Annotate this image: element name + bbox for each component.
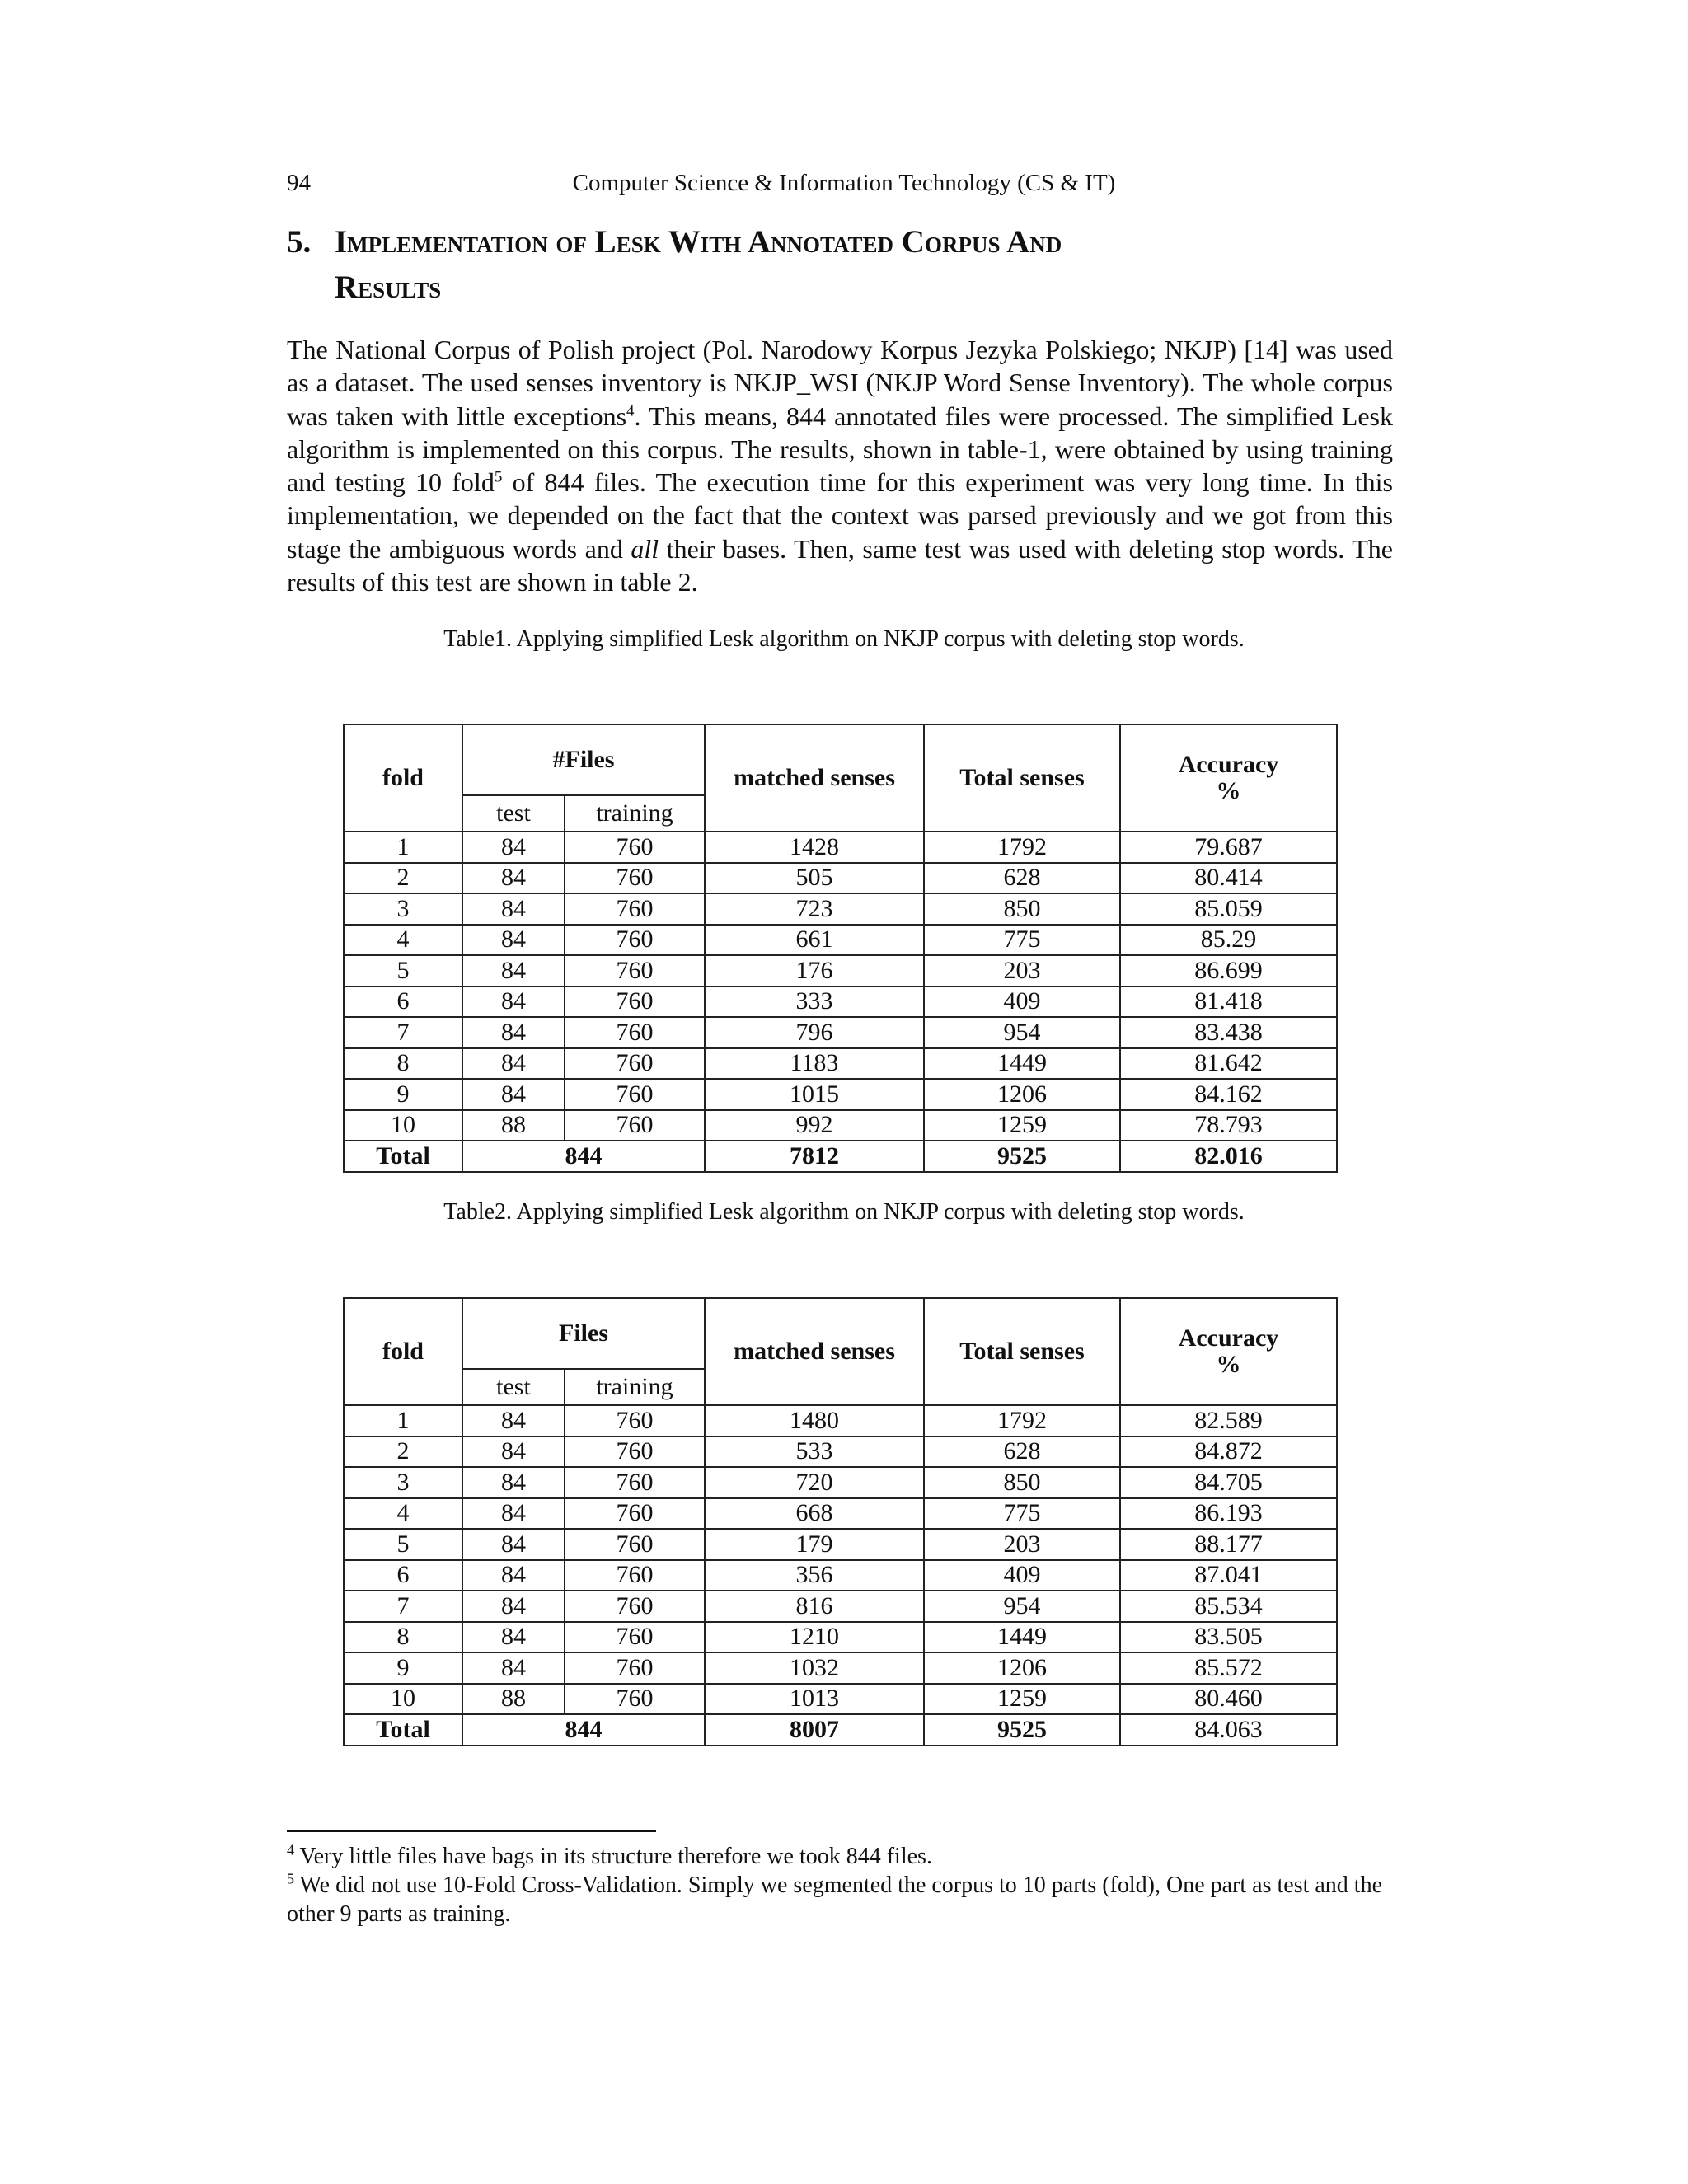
table1-cell-accuracy: 85.059 (1120, 893, 1337, 925)
footnotes (287, 1842, 1393, 1929)
table2-cell-training: 760 (565, 1684, 705, 1715)
table2-header-total: Total senses (924, 1298, 1120, 1405)
table1-header-accuracy (1120, 724, 1337, 832)
table-row (344, 1622, 1337, 1653)
table2-cell-total: 1449 (924, 1622, 1120, 1653)
table-row (344, 1529, 1337, 1560)
table2-cell-training: 760 (565, 1405, 705, 1436)
table2-cell-fold: 8 (344, 1622, 462, 1653)
table1-cell-matched: 1428 (705, 832, 924, 863)
table2-cell-total: 850 (924, 1467, 1120, 1498)
table2-cell-accuracy: 85.572 (1120, 1652, 1337, 1684)
table1-cell-training: 760 (565, 893, 705, 925)
footnote-4-mark: 4 (287, 1841, 294, 1858)
table1-cell-accuracy: 78.793 (1120, 1110, 1337, 1141)
table1-cell-test: 84 (462, 955, 565, 987)
table1-cell-accuracy: 79.687 (1120, 832, 1337, 863)
table2-cell-total: 628 (924, 1436, 1120, 1468)
table-row (344, 1017, 1337, 1048)
table2-cell-test: 84 (462, 1467, 565, 1498)
table2-header-files: Files (462, 1298, 705, 1369)
table1-cell-training: 760 (565, 1079, 705, 1110)
footnote-4 (287, 1842, 1393, 1871)
table1-cell-fold: 7 (344, 1017, 462, 1048)
table2-cell-accuracy: 84.705 (1120, 1467, 1337, 1498)
section-title (287, 219, 1401, 310)
table2-cell-fold: 5 (344, 1529, 462, 1560)
table2-cell-matched: 1480 (705, 1405, 924, 1436)
table2-header-accuracy (1120, 1298, 1337, 1405)
table2-cell-training: 760 (565, 1560, 705, 1591)
table1-header-accuracy-label: Accuracy (1178, 751, 1279, 778)
table2-cell-matched: 533 (705, 1436, 924, 1468)
table1-cell-fold: 6 (344, 987, 462, 1018)
table1-cell-matched: 505 (705, 863, 924, 894)
table1-cell-total: 954 (924, 1017, 1120, 1048)
table2-header-accuracy-label: Accuracy (1178, 1324, 1279, 1352)
table1-total-senses: 9525 (924, 1141, 1120, 1172)
table1-cell-matched: 661 (705, 925, 924, 956)
table2-caption: Table2. Applying simplified Lesk algorithm on NKJP corpus with deleting stop words. (443, 1199, 1245, 1225)
table1-header-matched: matched senses (705, 724, 924, 832)
table1-cell-test: 84 (462, 893, 565, 925)
table1-total-label: Total (344, 1141, 462, 1172)
table2-cell-test: 88 (462, 1684, 565, 1715)
table1-cell-fold: 2 (344, 863, 462, 894)
page-number: 94 (287, 170, 311, 196)
table2-header-accuracy-unit: % (1216, 1351, 1241, 1378)
table2-cell-matched: 1210 (705, 1622, 924, 1653)
table1-cell-accuracy: 81.418 (1120, 987, 1337, 1018)
footnote-ref-5: 5 (494, 468, 503, 486)
table2-cell-training: 760 (565, 1498, 705, 1530)
table2-cell-test: 84 (462, 1560, 565, 1591)
table1-cell-total: 1259 (924, 1110, 1120, 1141)
table1-cell-accuracy: 80.414 (1120, 863, 1337, 894)
table2-cell-total: 1792 (924, 1405, 1120, 1436)
table-row (344, 1498, 1337, 1530)
table1-cell-training: 760 (565, 1110, 705, 1141)
table1-total-matched: 7812 (705, 1141, 924, 1172)
table1-cell-training: 760 (565, 955, 705, 987)
table-row (344, 893, 1337, 925)
table1-cell-fold: 10 (344, 1110, 462, 1141)
paragraph-text-2: . This means, 844 annotated files were processed. The simplified Lesk algorithm is implemented on this corpus. The results, shown in table-1, were obtained by using training and testing 10 fold (287, 401, 1394, 498)
table2-total-senses: 9525 (924, 1714, 1120, 1746)
table-row (344, 832, 1337, 863)
table2-cell-accuracy: 84.872 (1120, 1436, 1337, 1468)
table-row (344, 1467, 1337, 1498)
table1-cell-fold: 8 (344, 1048, 462, 1080)
table1-cell-total: 1792 (924, 832, 1120, 863)
table1-cell-accuracy: 81.642 (1120, 1048, 1337, 1080)
table1-cell-training: 760 (565, 987, 705, 1018)
table1-header-fold: fold (344, 724, 462, 832)
table1-cell-matched: 176 (705, 955, 924, 987)
table2-cell-test: 84 (462, 1622, 565, 1653)
table2-header-matched: matched senses (705, 1298, 924, 1405)
table1-cell-training: 760 (565, 1017, 705, 1048)
section-number: 5. (287, 224, 312, 260)
table1-cell-accuracy: 83.438 (1120, 1017, 1337, 1048)
table1-header-files: #Files (462, 724, 705, 795)
table1-cell-matched: 796 (705, 1017, 924, 1048)
table1-cell-matched: 1015 (705, 1079, 924, 1110)
page-header (287, 170, 1401, 206)
table1-header-training: training (565, 795, 705, 832)
table2-cell-test: 84 (462, 1591, 565, 1622)
table1-cell-fold: 1 (344, 832, 462, 863)
table1-cell-training: 760 (565, 1048, 705, 1080)
table1-cell-training: 760 (565, 863, 705, 894)
footnote-4-text: Very little files have bags in its structure therefore we took 844 files. (294, 1844, 932, 1869)
table2-cell-test: 84 (462, 1652, 565, 1684)
running-head: Computer Science & Information Technology (CS & IT) (572, 170, 1116, 196)
table1-cell-matched: 723 (705, 893, 924, 925)
footnote-5-text: We did not use 10-Fold Cross-Validation. Simply we segmented the corpus to 10 parts (fold), One part as test and the other 9 parts as training. (287, 1872, 1383, 1927)
table2-cell-training: 760 (565, 1652, 705, 1684)
table2-cell-test: 84 (462, 1498, 565, 1530)
table2-cell-accuracy: 87.041 (1120, 1560, 1337, 1591)
table1-cell-accuracy: 84.162 (1120, 1079, 1337, 1110)
table-row (344, 1560, 1337, 1591)
table2-cell-total: 1206 (924, 1652, 1120, 1684)
paragraph-text-1: The National Corpus of Polish project (Pol. Narodowy Korpus Jezyka Polskiego; NKJP) [14] was used as a dataset. The used senses inventory is NKJP_WSI (NKJP Word Sense Inventory). The whole corpus was taken with little exceptions (287, 335, 1393, 431)
table2-cell-accuracy: 85.534 (1120, 1591, 1337, 1622)
table2-cell-training: 760 (565, 1467, 705, 1498)
table2-cell-training: 760 (565, 1622, 705, 1653)
footnote-rule (287, 1830, 656, 1832)
paragraph-emphasis: all (631, 533, 659, 564)
table1-cell-total: 203 (924, 955, 1120, 987)
table2-header-training: training (565, 1369, 705, 1405)
table1-cell-fold: 9 (344, 1079, 462, 1110)
table2-cell-accuracy: 86.193 (1120, 1498, 1337, 1530)
footnote-5 (287, 1871, 1393, 1929)
table1-cell-accuracy: 85.29 (1120, 925, 1337, 956)
table1-cell-matched: 1183 (705, 1048, 924, 1080)
table2-cell-total: 409 (924, 1560, 1120, 1591)
table2-header-test: test (462, 1369, 565, 1405)
table2-cell-fold: 9 (344, 1652, 462, 1684)
table2-cell-test: 84 (462, 1436, 565, 1468)
table2 (343, 1297, 1338, 1746)
table2-cell-fold: 4 (344, 1498, 462, 1530)
table-row (344, 987, 1337, 1018)
table-row (344, 1652, 1337, 1684)
table1-cell-training: 760 (565, 832, 705, 863)
table2-total-label: Total (344, 1714, 462, 1746)
paragraph-text-4: their bases. Then, same test was used with deleting stop words. The results of this test are shown in table 2. (287, 533, 1394, 598)
table1-cell-total: 775 (924, 925, 1120, 956)
table1-cell-test: 84 (462, 1017, 565, 1048)
table-row (344, 1405, 1337, 1436)
table-row (344, 925, 1337, 956)
table2-cell-total: 775 (924, 1498, 1120, 1530)
table2-total-files: 844 (462, 1714, 705, 1746)
section-title-line1: Implementation of Lesk With Annotated Corpus And (335, 224, 1062, 260)
table-row (344, 955, 1337, 987)
table2-cell-total: 954 (924, 1591, 1120, 1622)
table1-cell-training: 760 (565, 925, 705, 956)
table1-cell-matched: 333 (705, 987, 924, 1018)
table2-cell-fold: 2 (344, 1436, 462, 1468)
table1-header-test: test (462, 795, 565, 832)
footnote-5-mark: 5 (287, 1870, 294, 1887)
table2-cell-fold: 3 (344, 1467, 462, 1498)
section-title-line2: Results (335, 269, 442, 305)
table1-cell-accuracy: 86.699 (1120, 955, 1337, 987)
table2-cell-training: 760 (565, 1436, 705, 1468)
table2-cell-training: 760 (565, 1591, 705, 1622)
table1-cell-test: 84 (462, 1048, 565, 1080)
table-row (344, 1436, 1337, 1468)
table2-cell-test: 84 (462, 1529, 565, 1560)
table2-cell-accuracy: 83.505 (1120, 1622, 1337, 1653)
table-row (344, 1048, 1337, 1080)
table2-total-accuracy: 84.063 (1120, 1714, 1337, 1746)
table1-total-files: 844 (462, 1141, 705, 1172)
table2-total-row (344, 1714, 1337, 1746)
table1-cell-total: 1206 (924, 1079, 1120, 1110)
table1-total-row (344, 1141, 1337, 1172)
table2-cell-matched: 720 (705, 1467, 924, 1498)
table2-cell-fold: 1 (344, 1405, 462, 1436)
paragraph-text-3: of 844 files. The execution time for this experiment was very long time. In this implementation, we depended on the fact that the context was parsed previously and we got from this stage the ambiguous words and (287, 467, 1394, 564)
table1-header-total: Total senses (924, 724, 1120, 832)
table1-cell-total: 1449 (924, 1048, 1120, 1080)
table2-cell-matched: 356 (705, 1560, 924, 1591)
table1-cell-matched: 992 (705, 1110, 924, 1141)
table2-cell-accuracy: 88.177 (1120, 1529, 1337, 1560)
table1-cell-fold: 4 (344, 925, 462, 956)
table2-cell-accuracy: 80.460 (1120, 1684, 1337, 1715)
table2-cell-training: 760 (565, 1529, 705, 1560)
table2-cell-matched: 1032 (705, 1652, 924, 1684)
table2-total-matched: 8007 (705, 1714, 924, 1746)
table1-cell-test: 84 (462, 1079, 565, 1110)
table2-cell-fold: 6 (344, 1560, 462, 1591)
table-row (344, 1079, 1337, 1110)
table1-cell-total: 628 (924, 863, 1120, 894)
table2-cell-fold: 7 (344, 1591, 462, 1622)
table2-cell-matched: 816 (705, 1591, 924, 1622)
table2-cell-matched: 179 (705, 1529, 924, 1560)
table1-cell-total: 409 (924, 987, 1120, 1018)
table1-cell-test: 84 (462, 832, 565, 863)
table2-cell-accuracy: 82.589 (1120, 1405, 1337, 1436)
table1-cell-test: 84 (462, 987, 565, 1018)
table-row (344, 1591, 1337, 1622)
body-paragraph (287, 333, 1393, 598)
table2-cell-matched: 668 (705, 1498, 924, 1530)
table1-header-accuracy-unit: % (1216, 777, 1241, 804)
table2-cell-total: 1259 (924, 1684, 1120, 1715)
table1-cell-fold: 5 (344, 955, 462, 987)
table1-cell-test: 84 (462, 863, 565, 894)
table1-cell-fold: 3 (344, 893, 462, 925)
table1-total-accuracy: 82.016 (1120, 1141, 1337, 1172)
table-row (344, 863, 1337, 894)
table1-body (344, 832, 1337, 1141)
table2-cell-test: 84 (462, 1405, 565, 1436)
table2-cell-total: 203 (924, 1529, 1120, 1560)
table1 (343, 724, 1338, 1173)
table1-cell-total: 850 (924, 893, 1120, 925)
table2-header-fold: fold (344, 1298, 462, 1405)
table1-caption: Table1. Applying simplified Lesk algorithm on NKJP corpus with deleting stop words. (443, 626, 1245, 652)
table2-cell-fold: 10 (344, 1684, 462, 1715)
footnote-ref-4: 4 (626, 401, 635, 419)
table2-cell-matched: 1013 (705, 1684, 924, 1715)
table-row (344, 1110, 1337, 1141)
table-row (344, 1684, 1337, 1715)
table1-cell-test: 88 (462, 1110, 565, 1141)
table2-body (344, 1405, 1337, 1714)
table1-cell-test: 84 (462, 925, 565, 956)
